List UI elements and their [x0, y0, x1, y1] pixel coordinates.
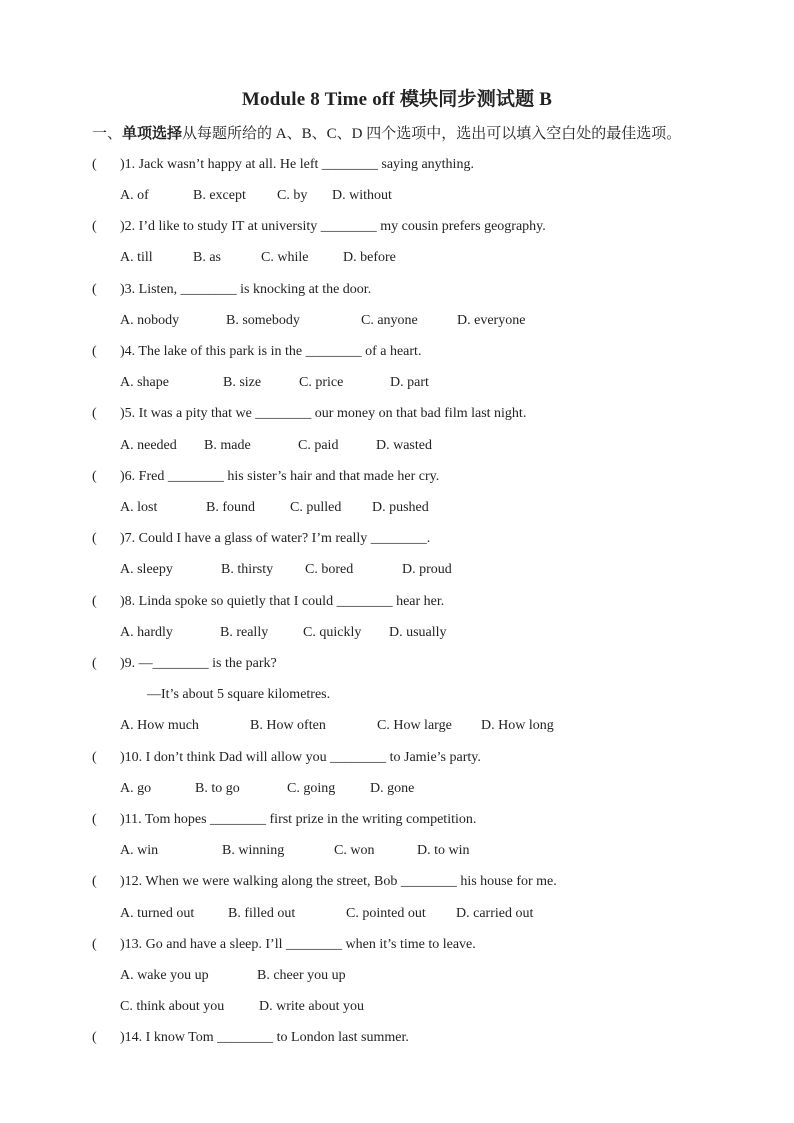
- option-a: A. nobody: [120, 313, 180, 328]
- question-2: [92, 219, 546, 235]
- question-text: )8. Linda spoke so quietly that I could ________ hear her.: [120, 594, 445, 609]
- option-b: B. found: [206, 500, 255, 515]
- answer-blank[interactable]: (: [92, 594, 97, 609]
- section-number: 一、: [92, 126, 123, 142]
- question-8: [92, 594, 444, 610]
- option-c: C. quickly: [303, 625, 362, 640]
- question-text: )5. It was a pity that we ________ our money on that bad film last night.: [120, 406, 527, 421]
- question-7: [92, 531, 430, 547]
- option-a: A. hardly: [120, 625, 173, 640]
- question-text: )1. Jack wasn’t happy at all. He left ________ saying anything.: [120, 157, 474, 172]
- option-c: C. going: [287, 781, 336, 796]
- answer-blank[interactable]: (: [92, 937, 97, 952]
- option-d: D. usually: [389, 625, 447, 640]
- option-b: B. winning: [222, 843, 285, 858]
- question-11: [92, 812, 476, 828]
- option-c: C. by: [277, 188, 308, 203]
- option-b: B. to go: [195, 781, 240, 796]
- question-12: [92, 874, 557, 890]
- answer-blank[interactable]: (: [92, 344, 97, 359]
- option-d: D. How long: [481, 718, 554, 733]
- answer-blank[interactable]: (: [92, 282, 97, 297]
- option-a: A. go: [120, 781, 152, 796]
- question-9: [92, 656, 277, 672]
- section-name: 单项选择: [122, 126, 183, 142]
- answer-blank[interactable]: (: [92, 531, 97, 546]
- option-c: C. pulled: [290, 500, 342, 515]
- answer-blank[interactable]: (: [92, 874, 97, 889]
- answer-blank[interactable]: (: [92, 157, 97, 172]
- question-text: )14. I know Tom ________ to London last summer.: [120, 1030, 409, 1045]
- option-d: D. everyone: [457, 313, 526, 328]
- answer-blank[interactable]: (: [92, 1030, 97, 1045]
- option-d: D. before: [343, 250, 396, 265]
- question-5: [92, 406, 526, 422]
- option-d: D. without: [332, 188, 392, 203]
- section-instruction: 从每题所给的 A、B、C、D 四个选项中，选出可以填入空白处的最佳选项。: [182, 126, 682, 142]
- option-d: D. proud: [402, 562, 452, 577]
- option-d: D. carried out: [456, 906, 534, 921]
- question-6: [92, 469, 439, 485]
- answer-blank[interactable]: (: [92, 219, 97, 234]
- question-13: [92, 937, 476, 953]
- option-b: B. size: [223, 375, 262, 390]
- option-b: B. as: [193, 250, 221, 265]
- question-4: [92, 344, 421, 360]
- option-b: B. thirsty: [221, 562, 274, 577]
- question-10: [92, 750, 481, 766]
- question-text: )3. Listen, ________ is knocking at the door.: [120, 282, 372, 297]
- question-9-response: —It’s about 5 square kilometres.: [147, 687, 331, 702]
- question-3: [92, 282, 371, 298]
- option-b: B. made: [204, 438, 251, 453]
- option-d: D. write about you: [259, 999, 364, 1014]
- question-text: )4. The lake of this park is in the ________ of a heart.: [120, 344, 422, 359]
- option-d: D. part: [390, 375, 429, 390]
- question-14: [92, 1030, 409, 1046]
- option-b: B. really: [220, 625, 269, 640]
- answer-blank[interactable]: (: [92, 750, 97, 765]
- option-b: B. cheer you up: [257, 968, 346, 983]
- option-c: C. think about you: [120, 999, 225, 1014]
- section-heading: [92, 122, 681, 143]
- option-d: D. to win: [417, 843, 470, 858]
- option-c: C. won: [334, 843, 375, 858]
- option-c: C. anyone: [361, 313, 418, 328]
- option-c: C. paid: [298, 438, 339, 453]
- option-c: C. price: [299, 375, 344, 390]
- question-text: )10. I don’t think Dad will allow you ________ to Jamie’s party.: [120, 750, 481, 765]
- question-text: )7. Could I have a glass of water? I’m really ________.: [120, 531, 431, 546]
- option-c: C. bored: [305, 562, 354, 577]
- question-text: )6. Fred ________ his sister’s hair and that made her cry.: [120, 469, 440, 484]
- answer-blank[interactable]: (: [92, 406, 97, 421]
- answer-blank[interactable]: (: [92, 656, 97, 671]
- option-a: A. shape: [120, 375, 169, 390]
- option-a: A. win: [120, 843, 159, 858]
- option-c: C. pointed out: [346, 906, 426, 921]
- option-b: B. filled out: [228, 906, 296, 921]
- option-b: B. somebody: [226, 313, 300, 328]
- question-1: [92, 157, 474, 173]
- answer-blank[interactable]: (: [92, 812, 97, 827]
- question-text: )12. When we were walking along the street, Bob ________ his house for me.: [120, 874, 557, 889]
- option-b: B. except: [193, 188, 246, 203]
- question-text: )11. Tom hopes ________ first prize in the writing competition.: [120, 812, 477, 827]
- option-a: A. needed: [120, 438, 177, 453]
- option-a: A. How much: [120, 718, 199, 733]
- question-text: )13. Go and have a sleep. I’ll ________ when it’s time to leave.: [120, 937, 476, 952]
- option-c: C. while: [261, 250, 309, 265]
- option-c: C. How large: [377, 718, 452, 733]
- option-d: D. gone: [370, 781, 415, 796]
- option-a: A. of: [120, 188, 149, 203]
- answer-blank[interactable]: (: [92, 469, 97, 484]
- option-b: B. How often: [250, 718, 326, 733]
- option-a: A. sleepy: [120, 562, 173, 577]
- option-a: A. till: [120, 250, 153, 265]
- option-d: D. pushed: [372, 500, 429, 515]
- option-a: A. lost: [120, 500, 158, 515]
- option-a: A. turned out: [120, 906, 195, 921]
- question-text: )2. I’d like to study IT at university ________ my cousin prefers geography.: [120, 219, 546, 234]
- page-title: Module 8 Time off 模块同步测试题 B: [241, 89, 553, 110]
- option-d: D. wasted: [376, 438, 432, 453]
- option-a: A. wake you up: [120, 968, 209, 983]
- question-text: )9. —________ is the park?: [120, 656, 277, 671]
